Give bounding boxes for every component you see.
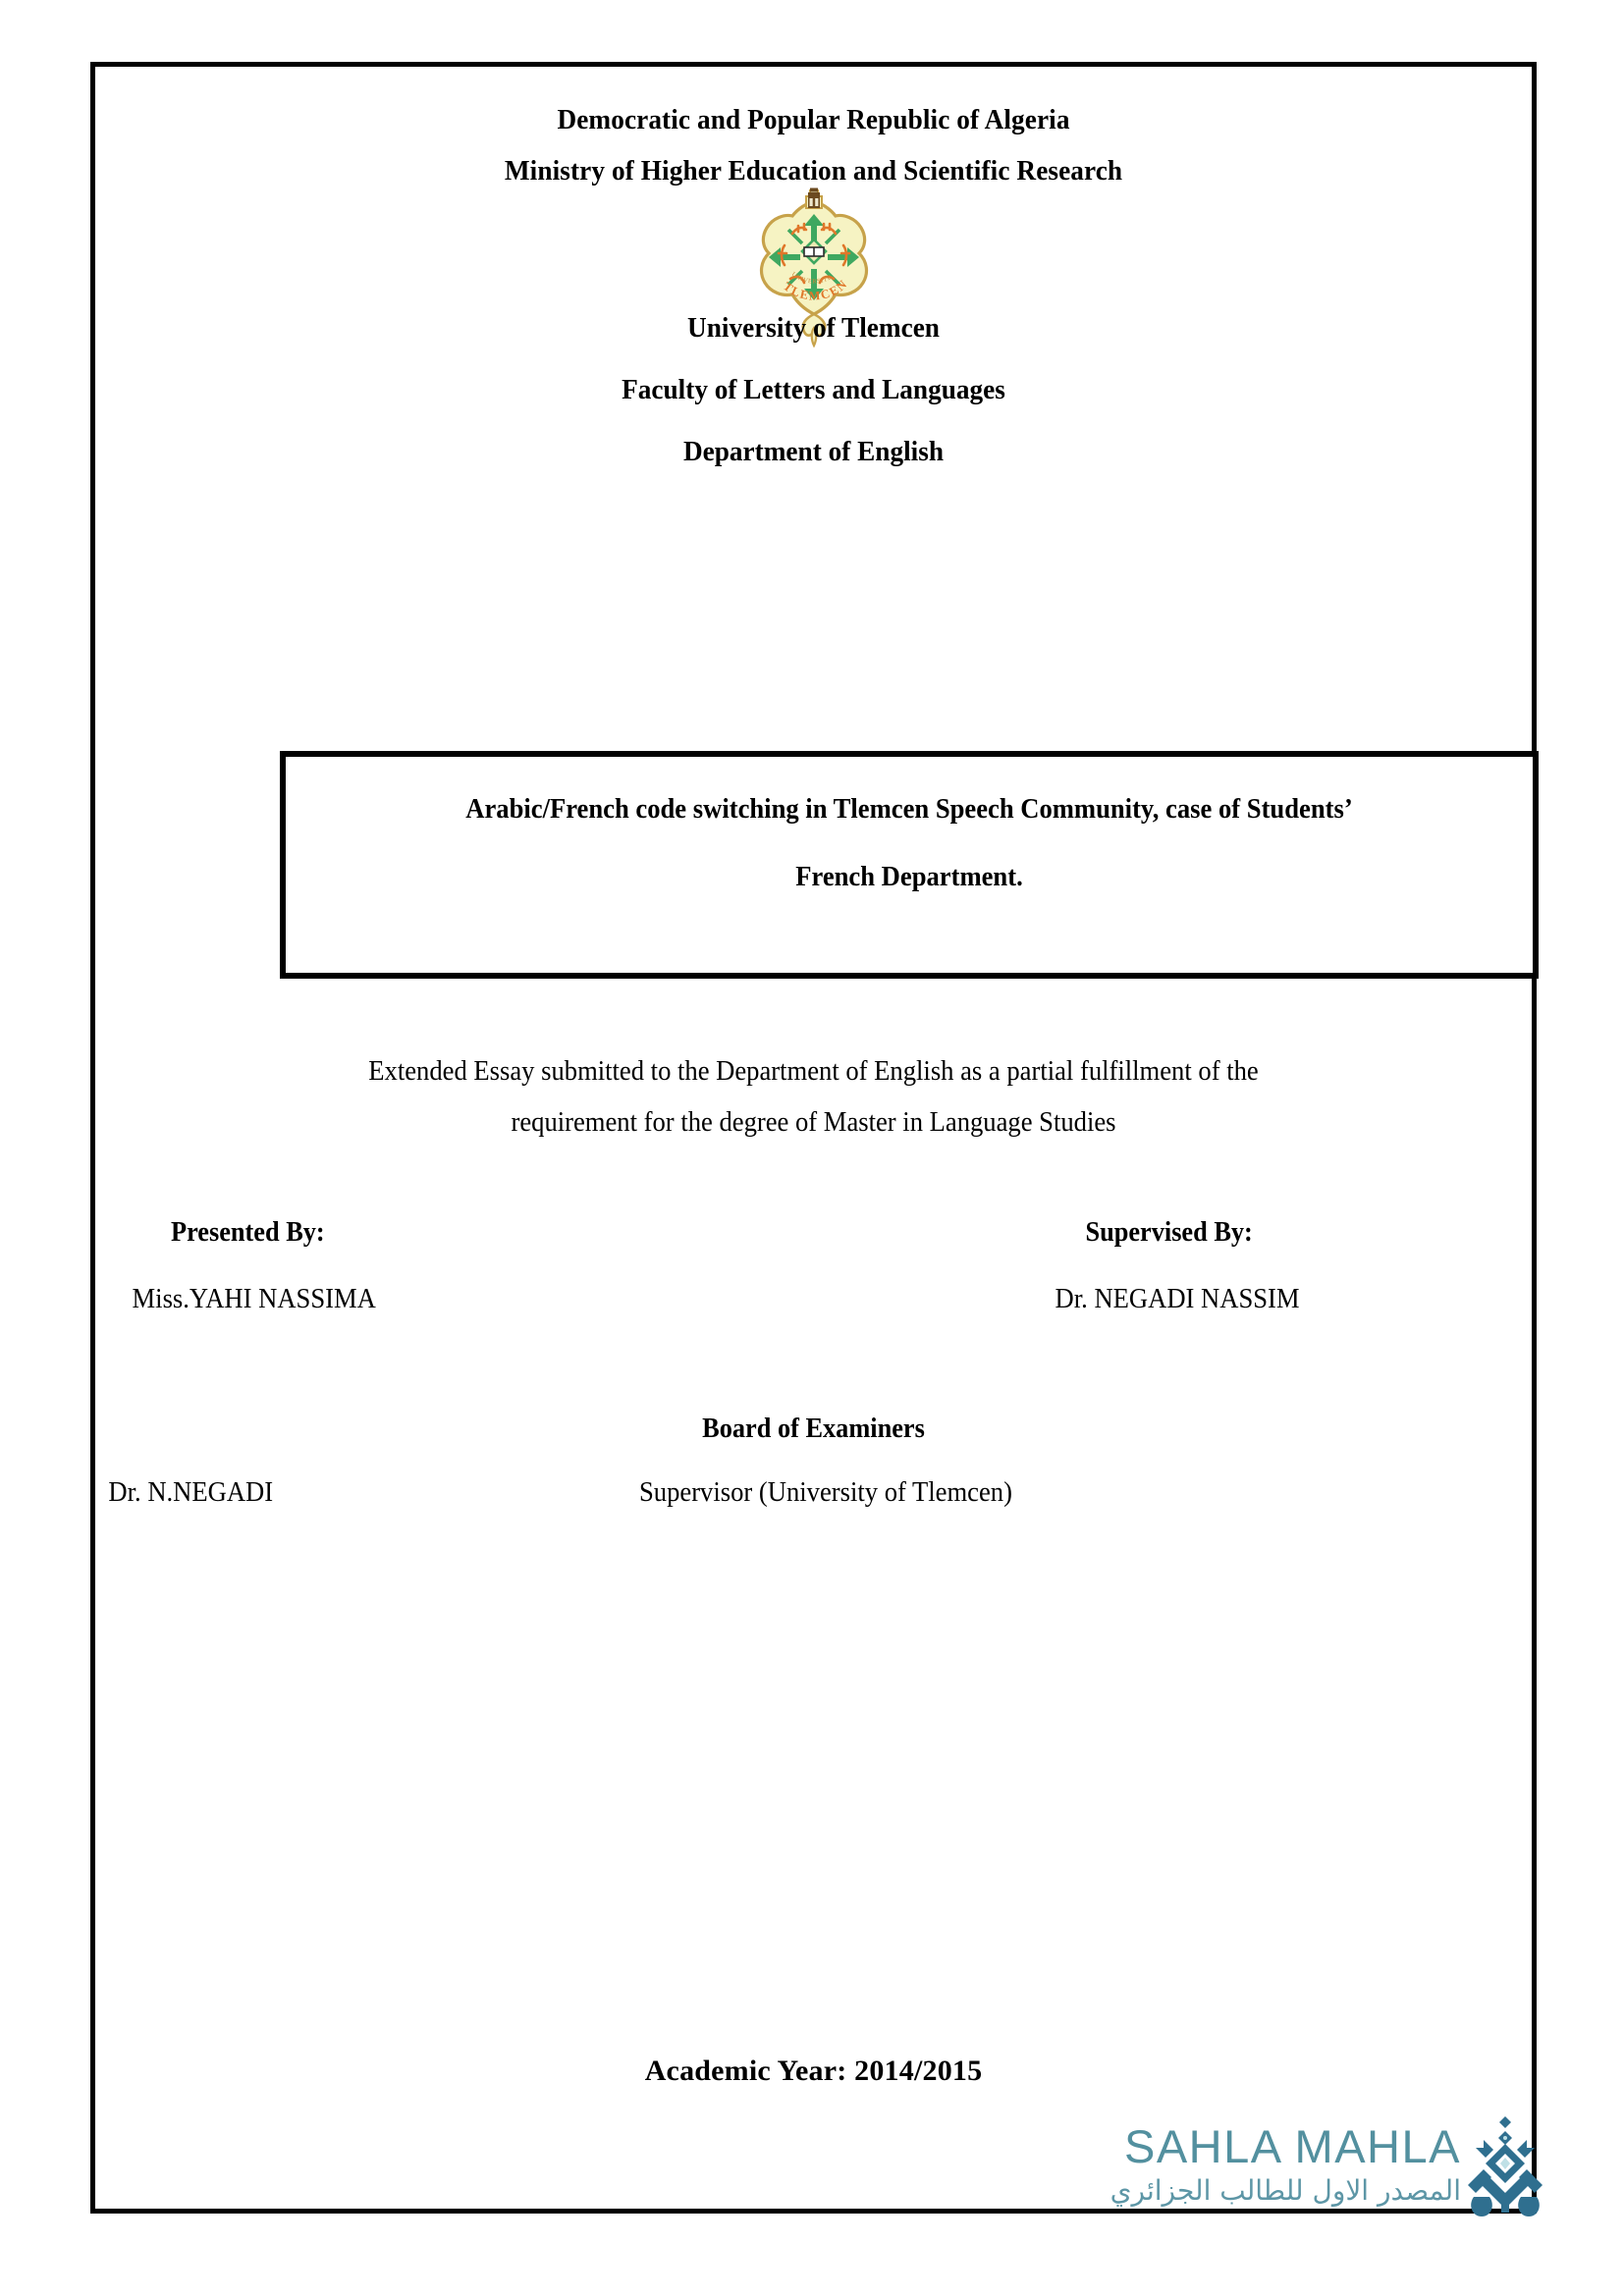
watermark-text-block [1068,2120,1461,2208]
presented-by-label: Presented By: [171,1217,325,1248]
credits-name-row [95,1284,1532,1323]
university-name-line: University of Tlemcen [687,312,940,344]
academic-year-line: Academic Year: 2014/2015 [644,2055,983,2087]
sahla-mahla-watermark [1068,2120,1559,2233]
ministry-header-line: Ministry of Higher Education and Scientific Research [504,155,1123,187]
watermark-diamond-ornament-icon [1454,2114,1556,2230]
submission-statement-line-2: requirement for the degree of Master in Language Studies [511,1107,1116,1138]
department-name-line: Department of English [682,436,945,467]
submission-statement-line-1: Extended Essay submitted to the Department of English as a partial fulfillment of the [368,1056,1259,1087]
supervised-by-name: Dr. NEGADI NASSIM [1055,1284,1300,1314]
board-member-name: Dr. N.NEGADI [108,1477,274,1508]
watermark-arabic-tagline: المصدر الاول للطالب الجزائري [1110,2174,1461,2207]
faculty-name-line: Faculty of Letters and Languages [622,374,1005,405]
svg-text:UNIVERSITE: UNIVERSITE [789,271,833,286]
board-member-row [95,1477,1532,1517]
credits-label-row [95,1217,1532,1256]
board-of-examiners-heading: Board of Examiners [702,1414,925,1444]
country-header-line: Democratic and Popular Republic of Algeria [557,104,1070,135]
watermark-brand-text: SAHLA MAHLA [1123,2120,1461,2172]
page-content [95,67,1532,2209]
supervised-by-label: Supervised By: [1085,1217,1253,1248]
thesis-title-line-1: Arabic/French code switching in Tlemcen Speech Community, case of Students’ [465,794,1353,825]
thesis-title-box [280,751,1539,979]
svg-text:TLEMCEN: TLEMCEN [780,276,850,303]
presented-by-name: Miss.YAHI NASSIMA [132,1284,376,1314]
thesis-title-line-2: French Department. [795,862,1023,892]
page-border-frame [90,62,1537,2214]
board-member-role: Supervisor (University of Tlemcen) [638,1477,1012,1508]
